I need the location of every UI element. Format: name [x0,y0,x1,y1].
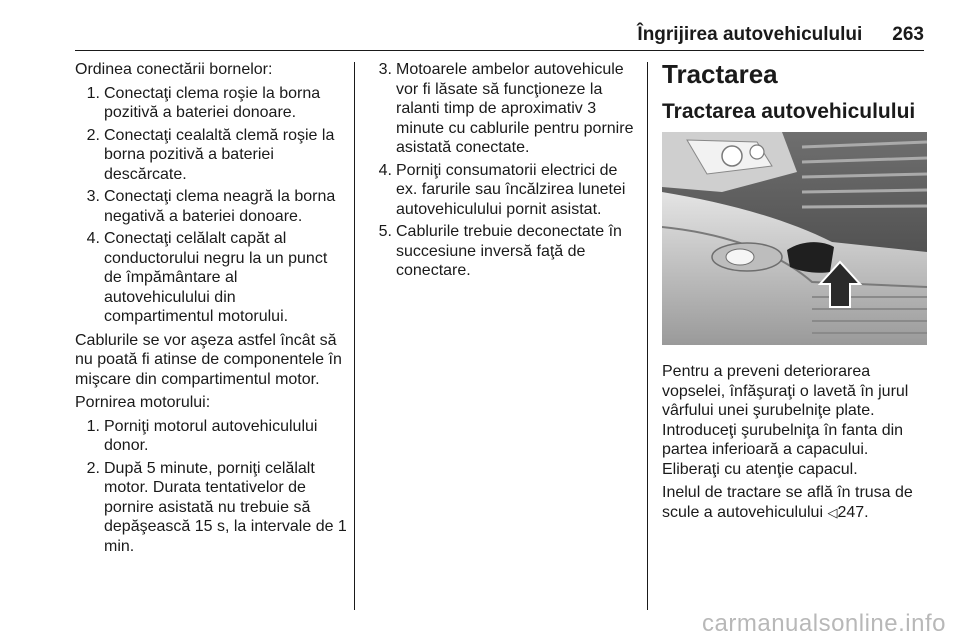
column-3 [662,60,927,526]
list-item: 4. Porniţi consumatorii electrici de ex. farurile sau încălzirea lunetei autovehiculului pornit asistat. [378,161,626,218]
towing-instructions: Pentru a preveni deteriorarea vopselei, înfăşuraţi o lavetă în jurul vârfului unei şurubelniţe plate. Introduceţi şurubelniţa în fanta din partea inferioară a capacului. Eliberaţi cu atenţie capacul. [662,363,909,478]
connect-steps-list [75,84,347,327]
list-item: 1. Porniţi motorul autovehiculului donor. [86,417,318,454]
page-reference-triangle-icon: ◁ [827,504,838,520]
section-subheading: Tractarea autovehiculului [662,100,916,123]
list-item: 3. Conectaţi clema neagră la borna negativă a bateriei donoare. [86,188,336,225]
page-header [75,22,924,51]
start-engine-intro: Pornirea motorului: [75,394,211,411]
column-1 [75,60,347,560]
connect-order-intro: Ordinea conectării bornelor: [75,61,273,78]
list-item: 2. După 5 minute, porniţi celălalt motor. Durata tentativelor de pornire asistată nu trebuie să depăşească 15 s, la intervale de 1 min. [86,459,347,555]
list-item: 4. Conectaţi celălalt capăt al conductorului negru la un punct de împământare al autovehiculului din compartimentul motorului. [86,230,328,325]
list-item: 2. Conectaţi cealaltă clemă roşie la borna pozitivă a bateriei descărcate. [86,126,335,183]
column-divider [647,62,648,610]
column-divider [354,62,355,610]
towing-cover-photo [662,132,927,345]
page-reference-link[interactable]: 247. [837,503,869,521]
cable-note: Cablurile se vor aşeza astfel încât să nu poată fi atinse de componentele în mişcare din compartimentul motor. [75,331,342,388]
list-item: 1. Conectaţi clema roşie la borna pozitivă a bateriei donoare. [86,84,321,121]
towing-ring-location: Inelul de tractare se află în trusa de scule a autovehiculului ◁247. [662,484,913,521]
column-2 [372,60,634,285]
header-title: Îngrijirea autovehiculului [637,24,863,45]
list-item: 3. Motoarele ambelor autovehicule vor fi lăsate să funcţioneze la ralanti timp de aproximativ 3 minute cu cablurile pentru pornire asistată conectate. [378,61,634,156]
section-heading: Tractarea [662,59,778,89]
watermark: carmanualsonline.info [702,610,946,637]
list-item: 5. Cablurile trebuie deconectate în succesiune inversă faţă de conectare. [378,223,622,279]
continued-steps-list [372,60,634,281]
page-number: 263 [892,24,924,45]
start-steps-list [75,417,347,557]
